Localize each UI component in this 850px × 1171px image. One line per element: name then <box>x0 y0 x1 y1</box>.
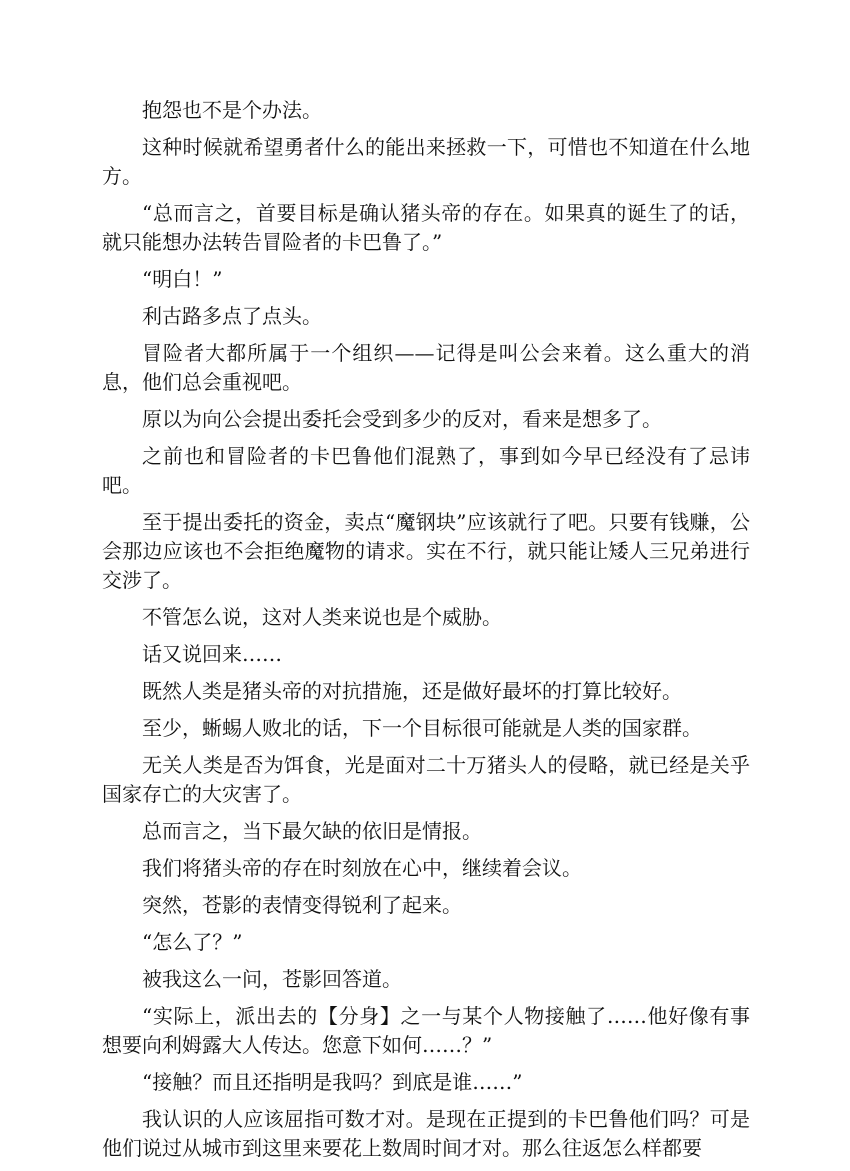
paragraph-14: 无关人类是否为饵食，光是面对二十万猪头人的侵略，就已经是关乎国家存亡的大灾害了。 <box>102 753 750 806</box>
paragraph-8: 之前也和冒险者的卡巴鲁他们混熟了，事到如今早已经没有了忌讳吧。 <box>102 444 750 497</box>
document-page <box>102 96 750 1171</box>
paragraph-16: 我们将猪头帝的存在时刻放在心中，继续着会议。 <box>142 856 582 880</box>
paragraph-5: 利古路多点了点头。 <box>142 304 322 328</box>
paragraph-10: 不管怎么说，这对人类来说也是个威胁。 <box>142 605 502 629</box>
paragraph-12: 既然人类是猪头帝的对抗措施，还是做好最坏的打算比较好。 <box>142 679 682 703</box>
paragraph-19: 被我这么一问，苍影回答道。 <box>142 967 402 991</box>
paragraph-22: 我认识的人应该屈指可数才对。是现在正提到的卡巴鲁他们吗？可是他们说过从城市到这里来要花上数周时间才对。那么往返怎么样都要 <box>102 1107 750 1160</box>
paragraph-18: “怎么了？” <box>142 930 243 954</box>
paragraph-15: 总而言之，当下最欠缺的依旧是情报。 <box>142 819 482 843</box>
paragraph-6: 冒险者大都所属于一个组织——记得是叫公会来着。这么重大的消息，他们总会重视吧。 <box>102 341 750 394</box>
paragraph-3: “总而言之，首要目标是确认猪头帝的存在。如果真的诞生了的话，就只能想办法转告冒险者的卡巴鲁了。” <box>102 201 750 254</box>
paragraph-2: 这种时候就希望勇者什么的能出来拯救一下，可惜也不知道在什么地方。 <box>102 135 750 188</box>
paragraph-17: 突然，苍影的表情变得锐利了起来。 <box>142 893 462 917</box>
paragraph-20: “实际上，派出去的【分身】之一与某个人物接触了……他好像有事想要向利姆露大人传达。您意下如何……？” <box>102 1004 750 1057</box>
paragraph-9: 至于提出委托的资金，卖点“魔钢块”应该就行了吧。只要有钱赚，公会那边应该也不会拒绝魔物的请求。实在不行，就只能让矮人三兄弟进行交涉了。 <box>102 510 750 592</box>
paragraph-1: 抱怨也不是个办法。 <box>142 98 322 122</box>
paragraph-11: 话又说回来…… <box>142 642 282 666</box>
paragraph-7: 原以为向公会提出委托会受到多少的反对，看来是想多了。 <box>142 407 662 431</box>
paragraph-4: “明白！” <box>142 267 223 291</box>
paragraph-21: “接触？而且还指明是我吗？到底是谁……” <box>142 1070 523 1094</box>
paragraph-13: 至少，蜥蜴人败北的话，下一个目标很可能就是人类的国家群。 <box>142 716 702 740</box>
